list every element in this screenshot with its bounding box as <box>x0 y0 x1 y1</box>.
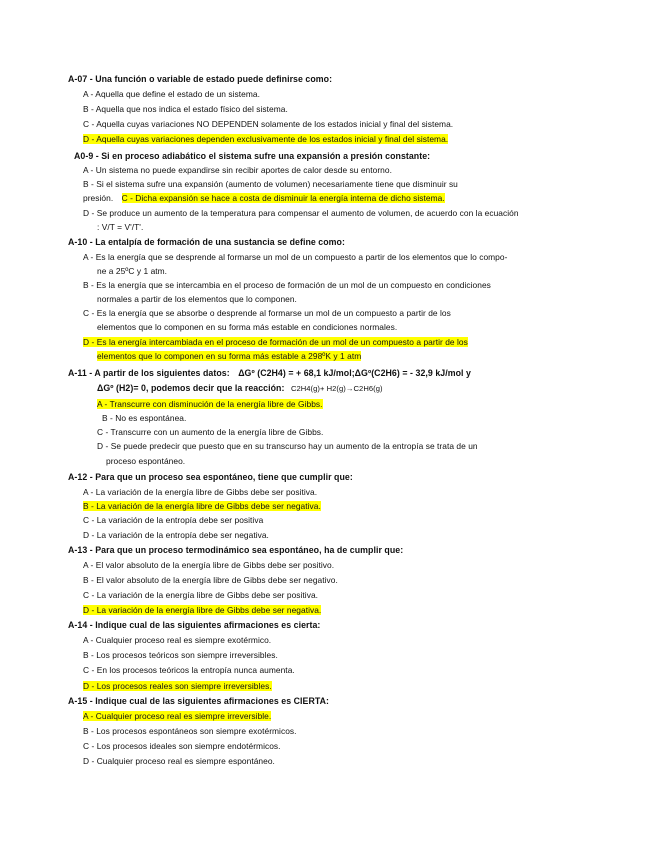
question-a15-option-a-answer: A - Cualquier proceso real es siempre irreversible. <box>83 711 272 721</box>
question-a09-option-d: D - Se produce un aumento de la temperatura para compensar el aumento de volumen, de acuerdo con la ecuación <box>83 208 519 218</box>
question-a11-option-d: D - Se puede predecir que puesto que en su transcurso hay un aumento de la entropía se trata de un <box>97 441 478 451</box>
question-a07-option-d-answer: D - Aquella cuyas variaciones dependen exclusivamente de los estados inicial y final del sistema. <box>83 134 449 144</box>
question-a13-option-a: A - El valor absoluto de la energía libre de Gibbs debe ser positivo. <box>83 560 335 570</box>
question-a12-stem: A-12 - Para que un proceso sea espontáneo, tiene que cumplir que: <box>68 472 353 482</box>
question-a14-option-a: A - Cualquier proceso real es siempre exotérmico. <box>83 635 272 645</box>
question-a13-option-c: C - La variación de la energía libre de Gibbs debe ser positiva. <box>83 590 319 600</box>
question-a11-option-c: C - Transcurre con un aumento de la energía libre de Gibbs. <box>97 427 324 437</box>
question-a12-option-d: D - La variación de la entropía debe ser negativa. <box>83 530 269 540</box>
question-a10-option-b: B - Es la energía que se intercambia en el proceso de formación de un mol de un compuesto en condiciones <box>83 280 491 290</box>
question-a07-option-c: C - Aquella cuyas variaciones NO DEPENDEN solamente de los estados inicial y final del sistema. <box>83 119 454 129</box>
question-a11-stem-cont: ΔGº (H2)= 0, podemos decir que la reacción: <box>97 383 285 393</box>
question-a10-option-c-cont: elementos que lo componen en su forma más estable en condiciones normales. <box>97 322 398 332</box>
question-a14-stem: A-14 - Indique cual de las siguientes afirmaciones es cierta: <box>68 620 321 630</box>
question-a12-option-c: C - La variación de la entropía debe ser positiva <box>83 515 264 525</box>
question-a11-reaction: C2H4(g)+ H2(g)→C2H6(g) <box>290 384 383 393</box>
question-a10-option-a-cont: ne a 25ºC y 1 atm. <box>97 266 168 276</box>
question-a11-option-b: B - No es espontánea. <box>102 413 187 423</box>
question-a07-option-a: A - Aquella que define el estado de un sistema. <box>83 89 260 99</box>
question-a14-option-d-answer: D - Los procesos reales son siempre irreversibles. <box>83 681 272 691</box>
question-a15-option-c: C - Los procesos ideales son siempre endotérmicos. <box>83 741 281 751</box>
question-a15-stem: A-15 - Indique cual de las siguientes afirmaciones es CIERTA: <box>68 696 329 706</box>
question-a09-option-a: A - Un sistema no puede expandirse sin recibir aportes de calor desde su entorno. <box>83 165 392 175</box>
question-a09-option-b: B - Si el sistema sufre una expansión (aumento de volumen) necesariamente tiene que disminuir su <box>83 179 458 189</box>
question-a10-option-b-cont: normales a partir de los elementos que lo componen. <box>97 294 297 304</box>
question-a14-option-c: C - En los procesos teóricos la entropía nunca aumenta. <box>83 665 295 675</box>
question-a11-option-d-cont: proceso espontáneo. <box>106 456 186 466</box>
question-a09-stem: A0-9 - Si en proceso adiabático el sistema sufre una expansión a presión constante: <box>74 151 431 161</box>
question-a12-option-a: A - La variación de la energía libre de Gibbs debe ser positiva. <box>83 487 318 497</box>
question-a10-option-d-answer-cont: elementos que lo componen en su forma más estable a 298ºK y 1 atm <box>97 351 362 361</box>
question-a07-option-b: B - Aquella que nos indica el estado físico del sistema. <box>83 104 288 114</box>
question-a09-option-c-answer: C - Dicha expansión se hace a costa de disminuir la energía interna de dicho sistema. <box>121 193 445 203</box>
question-a10-option-d-answer: D - Es la energía intercambiada en el proceso de formación de un mol de un compuesto a partir de los <box>83 337 468 347</box>
question-a10-option-c: C - Es la energía que se absorbe o desprende al formarse un mol de un compuesto a partir de los <box>83 308 451 318</box>
question-a11-stem: A-11 - A partir de los siguientes datos: <box>68 368 230 378</box>
question-a07-stem: A-07 - Una función o variable de estado puede definirse como: <box>68 74 333 84</box>
question-a09-option-b-cont: presión. <box>83 193 114 203</box>
question-a10-option-a: A - Es la energía que se desprende al formarse un mol de un compuesto a partir de los elementos que lo compo- <box>83 252 508 262</box>
question-a13-option-d-answer: D - La variación de la energía libre de Gibbs debe ser negativa. <box>83 605 322 615</box>
question-a15-option-d: D - Cualquier proceso real es siempre espontáneo. <box>83 756 275 766</box>
question-a15-option-b: B - Los procesos espontáneos son siempre exotérmicos. <box>83 726 297 736</box>
question-a12-option-b-answer: B - La variación de la energía libre de Gibbs debe ser negativa. <box>83 501 321 511</box>
question-a11-data: ΔGº (C2H4) = + 68,1 kJ/mol;ΔGº(C2H6) = - 32,9 kJ/mol y <box>238 368 471 378</box>
question-a13-option-b: B - El valor absoluto de la energía libre de Gibbs debe ser negativo. <box>83 575 338 585</box>
question-a09-option-d-cont: : V/T = V'/T'. <box>97 222 144 232</box>
question-a11-option-a-answer: A - Transcurre con disminución de la energía libre de Gibbs. <box>97 399 323 409</box>
question-a10-stem: A-10 - La entalpía de formación de una sustancia se define como: <box>68 237 345 247</box>
question-a13-stem: A-13 - Para que un proceso termodinámico sea espontáneo, ha de cumplir que: <box>68 545 404 555</box>
question-a14-option-b: B - Los procesos teóricos son siempre irreversibles. <box>83 650 278 660</box>
